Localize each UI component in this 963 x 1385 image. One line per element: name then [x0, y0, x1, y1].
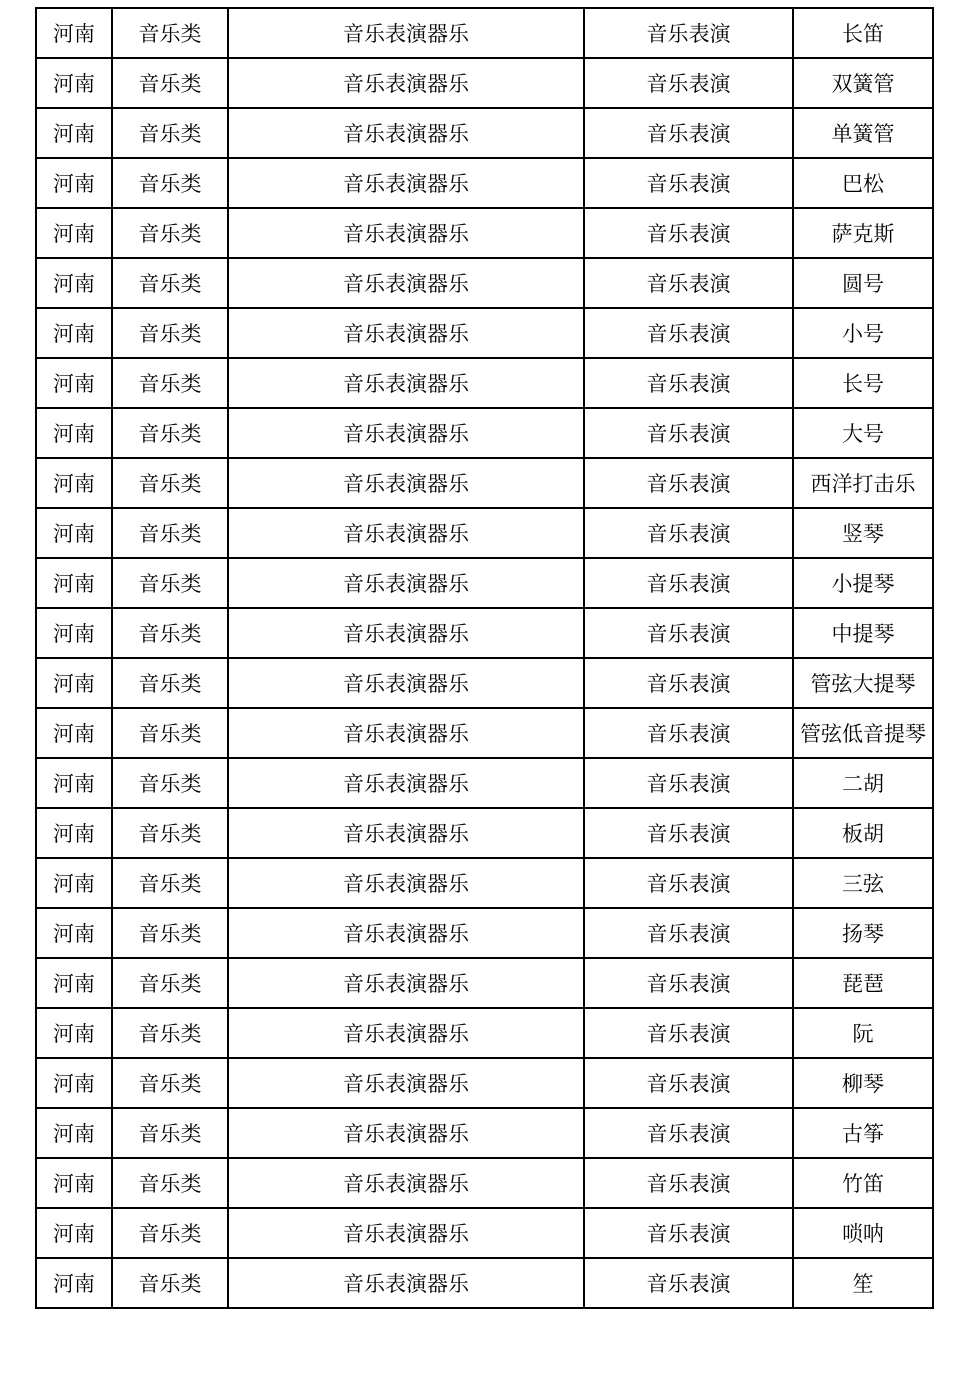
instrument-cell: 单簧管	[793, 108, 933, 158]
table-row	[36, 158, 933, 208]
province-cell: 河南	[36, 508, 112, 558]
table-row	[36, 458, 933, 508]
instrument-cell: 三弦	[793, 858, 933, 908]
category-cell: 音乐类	[112, 908, 228, 958]
major-cell: 音乐表演器乐	[228, 958, 584, 1008]
direction-cell: 音乐表演	[584, 658, 793, 708]
table-row	[36, 1008, 933, 1058]
major-cell: 音乐表演器乐	[228, 508, 584, 558]
table-row	[36, 758, 933, 808]
province-cell: 河南	[36, 708, 112, 758]
major-cell: 音乐表演器乐	[228, 158, 584, 208]
instrument-cell: 扬琴	[793, 908, 933, 958]
category-cell: 音乐类	[112, 858, 228, 908]
direction-cell: 音乐表演	[584, 358, 793, 408]
province-cell: 河南	[36, 608, 112, 658]
category-cell: 音乐类	[112, 1108, 228, 1158]
instrument-cell: 大号	[793, 408, 933, 458]
table-body	[36, 8, 933, 1308]
category-cell: 音乐类	[112, 758, 228, 808]
major-cell: 音乐表演器乐	[228, 308, 584, 358]
province-cell: 河南	[36, 758, 112, 808]
table-row	[36, 258, 933, 308]
direction-cell: 音乐表演	[584, 1258, 793, 1308]
table-row	[36, 408, 933, 458]
province-cell: 河南	[36, 1208, 112, 1258]
category-cell: 音乐类	[112, 458, 228, 508]
province-cell: 河南	[36, 558, 112, 608]
table-row	[36, 1108, 933, 1158]
instrument-cell: 管弦大提琴	[793, 658, 933, 708]
province-cell: 河南	[36, 1058, 112, 1108]
category-cell: 音乐类	[112, 108, 228, 158]
table-row	[36, 1258, 933, 1308]
music-major-table	[35, 7, 934, 1309]
province-cell: 河南	[36, 1258, 112, 1308]
table-row	[36, 1158, 933, 1208]
category-cell: 音乐类	[112, 258, 228, 308]
major-cell: 音乐表演器乐	[228, 58, 584, 108]
instrument-cell: 柳琴	[793, 1058, 933, 1108]
direction-cell: 音乐表演	[584, 908, 793, 958]
province-cell: 河南	[36, 308, 112, 358]
category-cell: 音乐类	[112, 958, 228, 1008]
major-cell: 音乐表演器乐	[228, 1258, 584, 1308]
direction-cell: 音乐表演	[584, 258, 793, 308]
table-row	[36, 208, 933, 258]
category-cell: 音乐类	[112, 508, 228, 558]
document-table-container	[35, 7, 934, 1309]
table-row	[36, 658, 933, 708]
direction-cell: 音乐表演	[584, 408, 793, 458]
major-cell: 音乐表演器乐	[228, 208, 584, 258]
table-row	[36, 508, 933, 558]
instrument-cell: 阮	[793, 1008, 933, 1058]
direction-cell: 音乐表演	[584, 1108, 793, 1158]
province-cell: 河南	[36, 158, 112, 208]
major-cell: 音乐表演器乐	[228, 8, 584, 58]
major-cell: 音乐表演器乐	[228, 758, 584, 808]
instrument-cell: 萨克斯	[793, 208, 933, 258]
category-cell: 音乐类	[112, 308, 228, 358]
direction-cell: 音乐表演	[584, 1008, 793, 1058]
instrument-cell: 长笛	[793, 8, 933, 58]
direction-cell: 音乐表演	[584, 858, 793, 908]
major-cell: 音乐表演器乐	[228, 108, 584, 158]
direction-cell: 音乐表演	[584, 8, 793, 58]
province-cell: 河南	[36, 1158, 112, 1208]
table-row	[36, 308, 933, 358]
major-cell: 音乐表演器乐	[228, 458, 584, 508]
category-cell: 音乐类	[112, 158, 228, 208]
instrument-cell: 巴松	[793, 158, 933, 208]
instrument-cell: 双簧管	[793, 58, 933, 108]
category-cell: 音乐类	[112, 58, 228, 108]
category-cell: 音乐类	[112, 658, 228, 708]
major-cell: 音乐表演器乐	[228, 558, 584, 608]
category-cell: 音乐类	[112, 358, 228, 408]
category-cell: 音乐类	[112, 608, 228, 658]
table-row	[36, 1208, 933, 1258]
direction-cell: 音乐表演	[584, 1158, 793, 1208]
province-cell: 河南	[36, 408, 112, 458]
major-cell: 音乐表演器乐	[228, 1058, 584, 1108]
instrument-cell: 二胡	[793, 758, 933, 808]
province-cell: 河南	[36, 358, 112, 408]
province-cell: 河南	[36, 1008, 112, 1058]
category-cell: 音乐类	[112, 1058, 228, 1108]
table-row	[36, 608, 933, 658]
major-cell: 音乐表演器乐	[228, 358, 584, 408]
instrument-cell: 板胡	[793, 808, 933, 858]
major-cell: 音乐表演器乐	[228, 908, 584, 958]
instrument-cell: 小号	[793, 308, 933, 358]
major-cell: 音乐表演器乐	[228, 708, 584, 758]
table-row	[36, 708, 933, 758]
province-cell: 河南	[36, 458, 112, 508]
instrument-cell: 西洋打击乐	[793, 458, 933, 508]
table-row	[36, 858, 933, 908]
instrument-cell: 管弦低音提琴	[793, 708, 933, 758]
instrument-cell: 小提琴	[793, 558, 933, 608]
direction-cell: 音乐表演	[584, 508, 793, 558]
instrument-cell: 竖琴	[793, 508, 933, 558]
province-cell: 河南	[36, 858, 112, 908]
direction-cell: 音乐表演	[584, 308, 793, 358]
table-row	[36, 908, 933, 958]
major-cell: 音乐表演器乐	[228, 258, 584, 308]
direction-cell: 音乐表演	[584, 958, 793, 1008]
direction-cell: 音乐表演	[584, 708, 793, 758]
category-cell: 音乐类	[112, 1008, 228, 1058]
major-cell: 音乐表演器乐	[228, 858, 584, 908]
category-cell: 音乐类	[112, 8, 228, 58]
instrument-cell: 圆号	[793, 258, 933, 308]
instrument-cell: 长号	[793, 358, 933, 408]
province-cell: 河南	[36, 258, 112, 308]
direction-cell: 音乐表演	[584, 1058, 793, 1108]
category-cell: 音乐类	[112, 1158, 228, 1208]
category-cell: 音乐类	[112, 408, 228, 458]
direction-cell: 音乐表演	[584, 558, 793, 608]
direction-cell: 音乐表演	[584, 158, 793, 208]
table-row	[36, 808, 933, 858]
major-cell: 音乐表演器乐	[228, 408, 584, 458]
province-cell: 河南	[36, 808, 112, 858]
direction-cell: 音乐表演	[584, 208, 793, 258]
instrument-cell: 竹笛	[793, 1158, 933, 1208]
instrument-cell: 唢呐	[793, 1208, 933, 1258]
instrument-cell: 中提琴	[793, 608, 933, 658]
category-cell: 音乐类	[112, 558, 228, 608]
table-row	[36, 358, 933, 408]
province-cell: 河南	[36, 1108, 112, 1158]
direction-cell: 音乐表演	[584, 458, 793, 508]
instrument-cell: 笙	[793, 1258, 933, 1308]
table-row	[36, 958, 933, 1008]
category-cell: 音乐类	[112, 808, 228, 858]
table-row	[36, 558, 933, 608]
table-row	[36, 108, 933, 158]
category-cell: 音乐类	[112, 208, 228, 258]
category-cell: 音乐类	[112, 708, 228, 758]
province-cell: 河南	[36, 658, 112, 708]
direction-cell: 音乐表演	[584, 758, 793, 808]
province-cell: 河南	[36, 208, 112, 258]
major-cell: 音乐表演器乐	[228, 1158, 584, 1208]
province-cell: 河南	[36, 58, 112, 108]
direction-cell: 音乐表演	[584, 1208, 793, 1258]
category-cell: 音乐类	[112, 1258, 228, 1308]
major-cell: 音乐表演器乐	[228, 1008, 584, 1058]
direction-cell: 音乐表演	[584, 108, 793, 158]
instrument-cell: 琵琶	[793, 958, 933, 1008]
category-cell: 音乐类	[112, 1208, 228, 1258]
province-cell: 河南	[36, 908, 112, 958]
table-row	[36, 58, 933, 108]
direction-cell: 音乐表演	[584, 808, 793, 858]
direction-cell: 音乐表演	[584, 608, 793, 658]
major-cell: 音乐表演器乐	[228, 658, 584, 708]
major-cell: 音乐表演器乐	[228, 1208, 584, 1258]
province-cell: 河南	[36, 958, 112, 1008]
instrument-cell: 古筝	[793, 1108, 933, 1158]
table-row	[36, 8, 933, 58]
major-cell: 音乐表演器乐	[228, 808, 584, 858]
table-row	[36, 1058, 933, 1108]
direction-cell: 音乐表演	[584, 58, 793, 108]
province-cell: 河南	[36, 108, 112, 158]
province-cell: 河南	[36, 8, 112, 58]
major-cell: 音乐表演器乐	[228, 608, 584, 658]
major-cell: 音乐表演器乐	[228, 1108, 584, 1158]
